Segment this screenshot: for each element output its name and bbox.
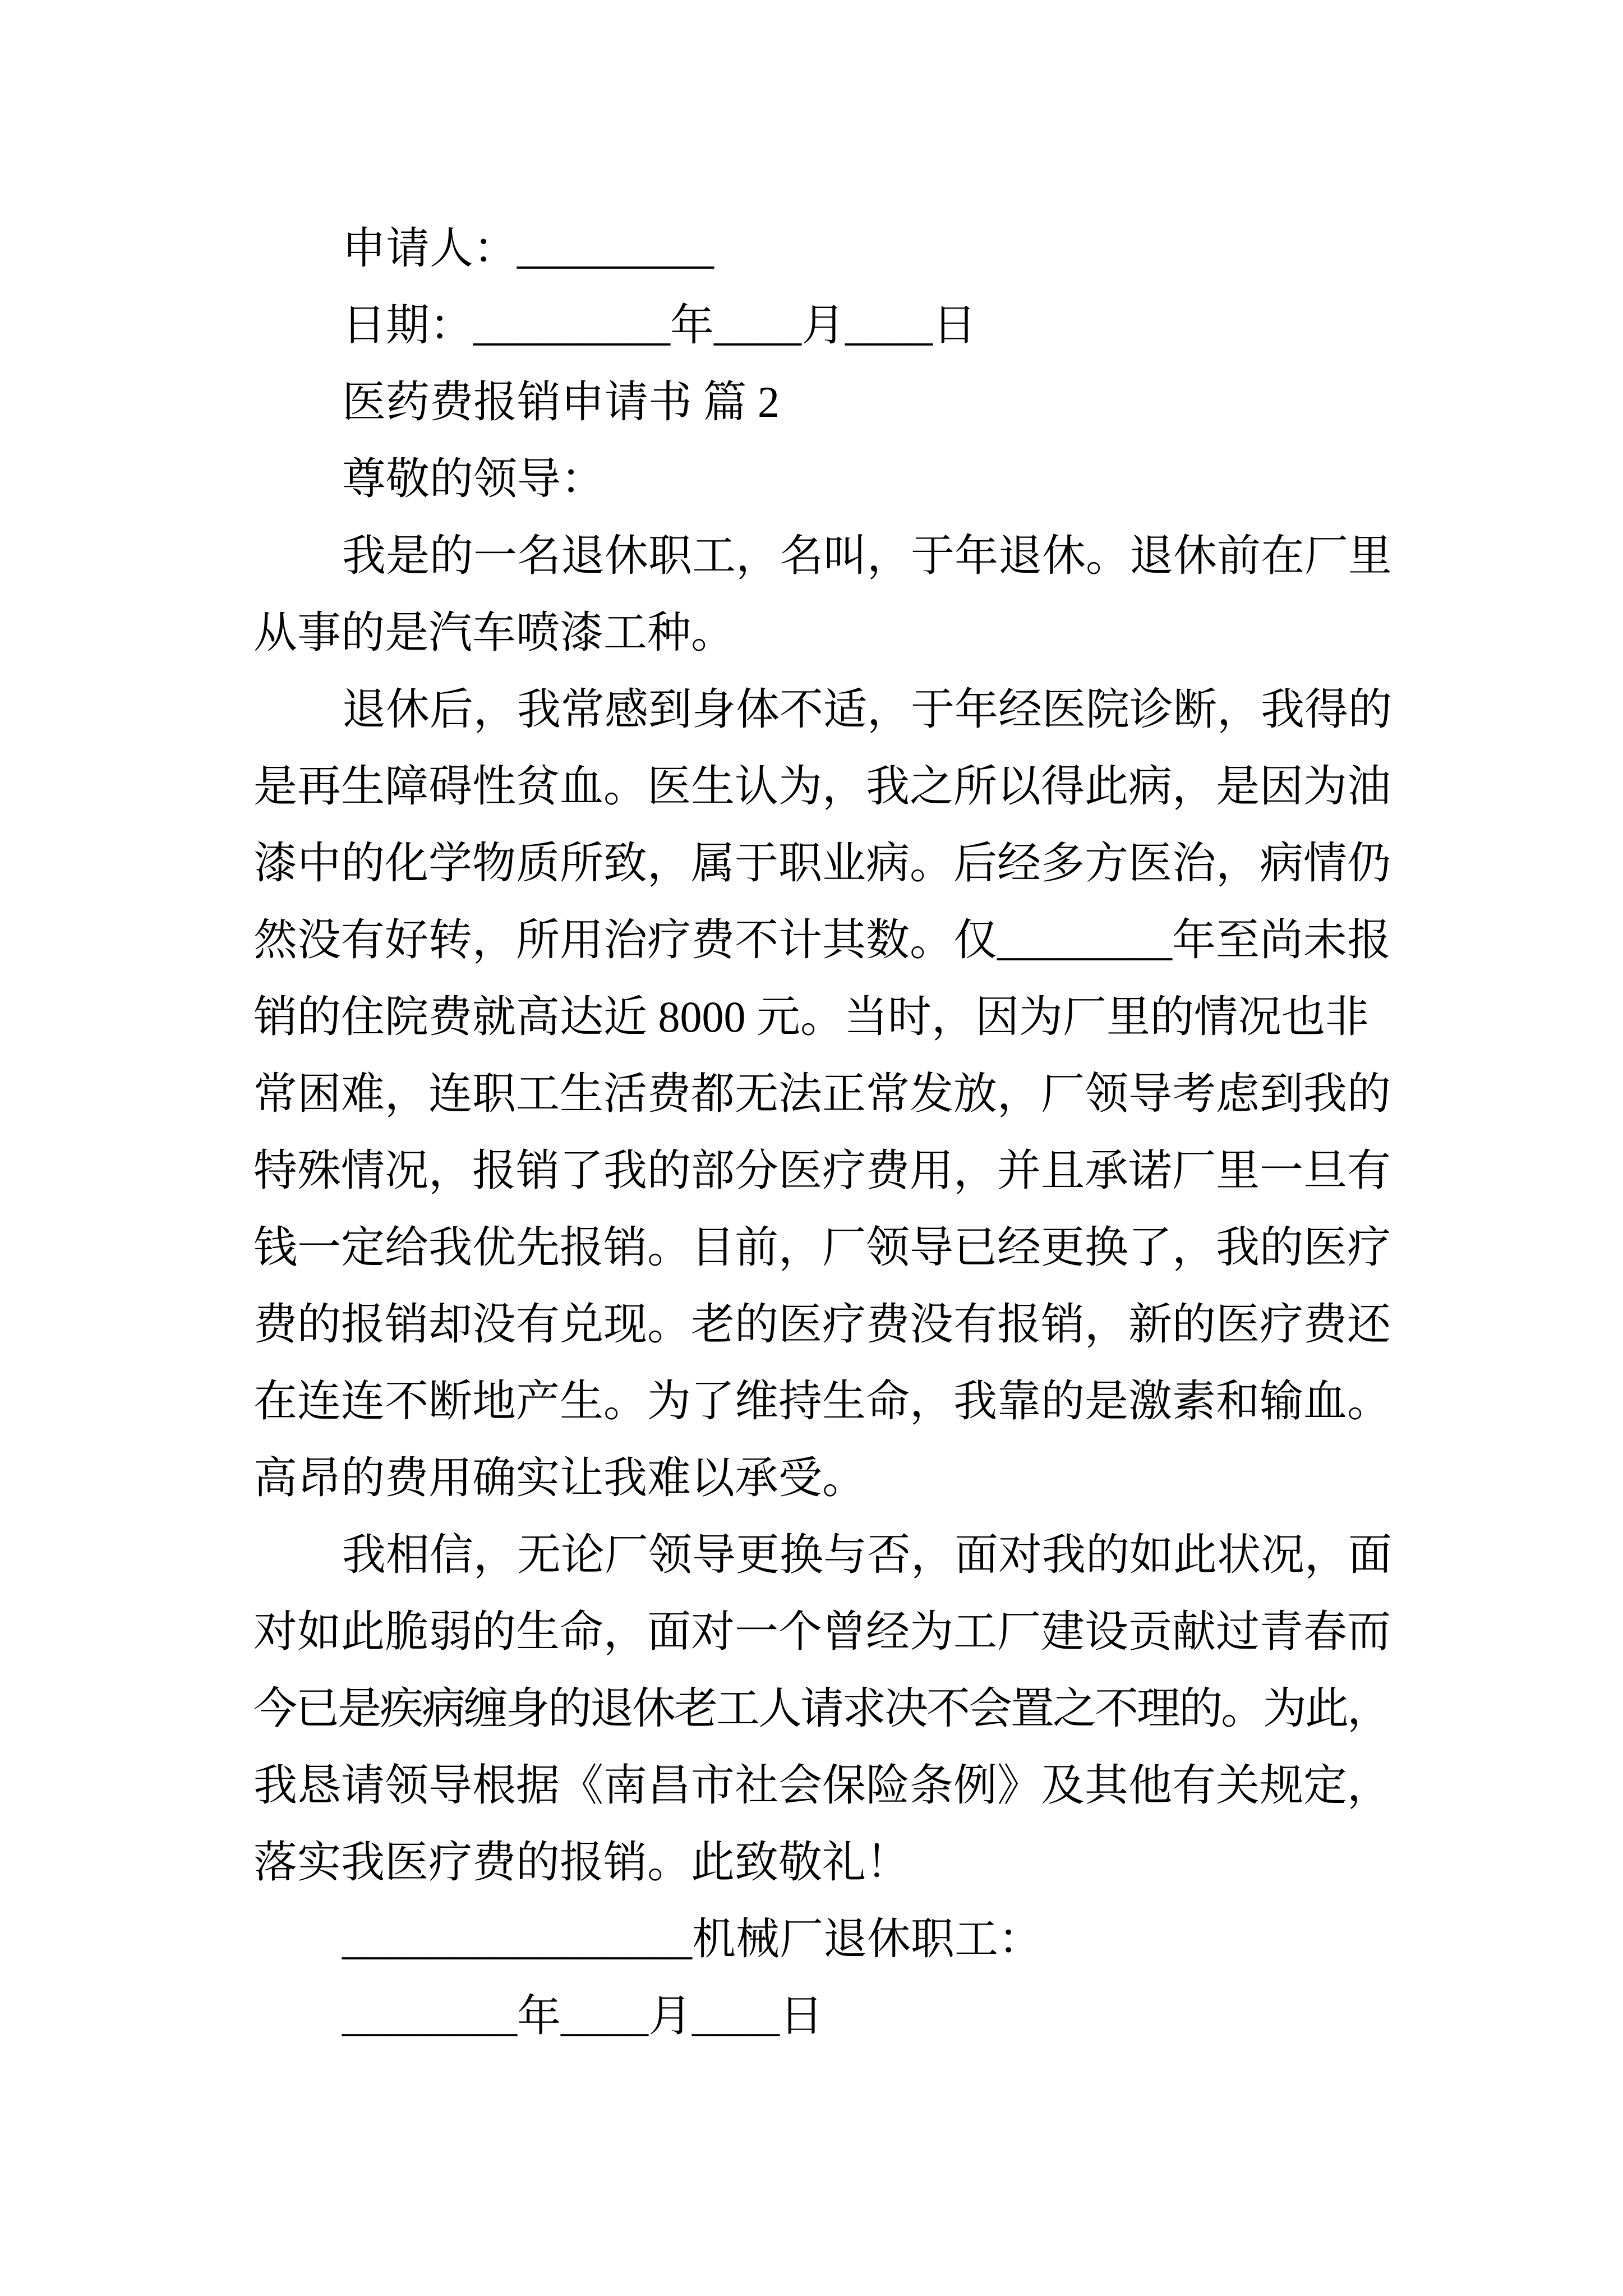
paragraph-line: 对如此脆弱的生命，面对一个曾经为工厂建设贡献过青春而 (253, 1607, 1391, 1656)
paragraph-line: 高昂的费用确实让我难以承受。 (253, 1453, 866, 1502)
applicant-line: 申请人：_________ (342, 224, 714, 273)
paragraph-line: 特殊情况，报销了我的部分医疗费用，并且承诺厂里一旦有 (253, 1146, 1391, 1195)
paragraph-line: 我相信，无论厂领导更换与否，面对我的如此状况，面 (342, 1530, 1393, 1579)
paragraph (253, 1516, 1431, 1901)
paragraph-line: 今已是疾病缠身的退休老工人请求决不会置之不理的。为此， (253, 1684, 1390, 1733)
paragraph-line: 落实我医疗费的报销。此致敬礼！ (253, 1838, 910, 1887)
paragraph-line: 从事的是汽车喷漆工种。 (253, 608, 735, 657)
paragraph-line: 费的报销却没有兑现。老的医疗费没有报销，新的医疗费还 (253, 1300, 1391, 1349)
paragraph-line: 是再生障碍性贫血。医生认为，我之所以得此病，是因为油 (253, 762, 1391, 811)
paragraph-line: 我是的一名退休职工，名叫，于年退休。退休前在厂里 (342, 531, 1393, 580)
paragraph-line: 常困难，连职工生活费都无法正常发放，厂领导考虑到我的 (253, 1069, 1391, 1118)
paragraph-line: 退休后，我常感到身体不适，于年经医院诊断，我得的 (342, 685, 1393, 734)
signature-line: ________________机械厂退休职工： (342, 1915, 1043, 1963)
paragraph-line: 在连连不断地产生。为了维持生命，我靠的是激素和输血。 (253, 1377, 1391, 1425)
letter-body (253, 210, 1431, 2054)
paragraph-line: 销的住院费就高达近 8000 元。当时，因为厂里的情况也非 (253, 992, 1370, 1041)
paragraph-line: 钱一定给我优先报销。目前，厂领导已经更换了，我的医疗 (253, 1223, 1391, 1272)
paragraph-line: 然没有好转，所用治疗费不计其数。仅________年至尚未报 (253, 915, 1391, 964)
signature-date-line: ________年____月____日 (342, 1991, 824, 2040)
paragraph-line: 我恳请领导根据《南昌市社会保险条例》及其他有关规定， (253, 1761, 1391, 1810)
paragraph (253, 671, 1431, 1516)
salutation: 尊敬的领导： (342, 454, 605, 503)
paragraph (253, 517, 1431, 671)
date-line: 日期：_________年____月____日 (342, 301, 977, 349)
document-title: 医药费报销申请书 篇 2 (342, 378, 780, 426)
paragraph-line: 漆中的化学物质所致，属于职业病。后经多方医治，病情仍 (253, 839, 1391, 887)
